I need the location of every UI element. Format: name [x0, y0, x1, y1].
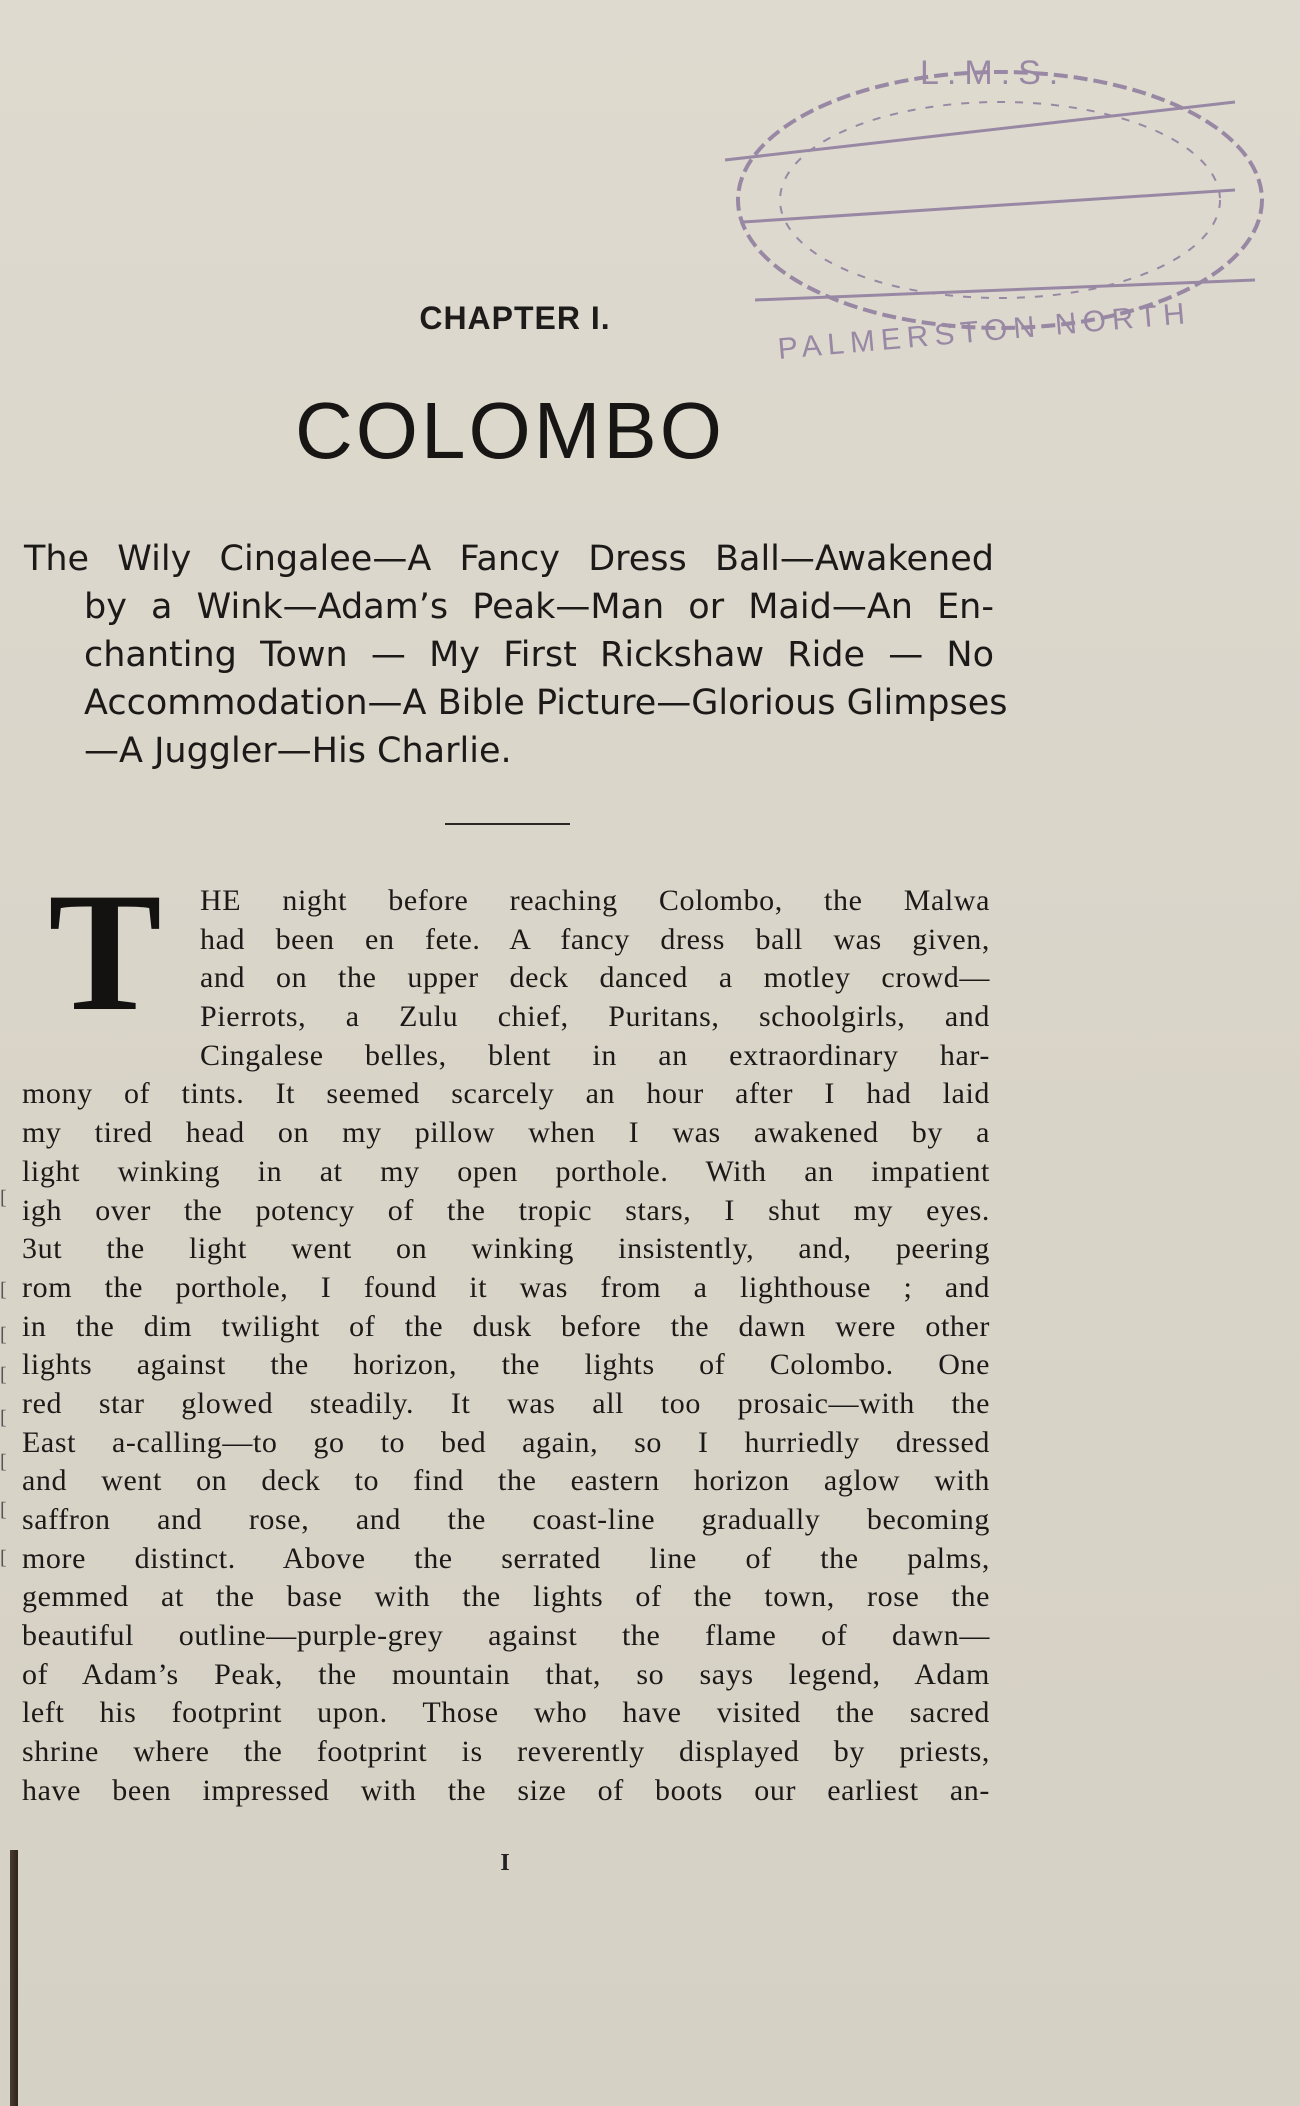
- page-number: I: [500, 1850, 510, 1876]
- body-line: Pierrots, a Zulu chief, Puritans, schoolgirls, and: [200, 1000, 990, 1034]
- drop-cap: T: [48, 858, 162, 1046]
- chapter-synopsis: [24, 535, 1008, 775]
- stamp-text-top: L.M.S.: [920, 54, 1067, 92]
- body-line: red star glowed steadily. It was all too prosaic—with the: [22, 1386, 990, 1420]
- synopsis-line: —A Juggler—His Charlie.: [84, 731, 512, 771]
- body-line: more distinct. Above the serrated line of the palms,: [22, 1541, 990, 1575]
- synopsis-line: Accommodation—A Bible Picture—Glorious Glimpses: [84, 683, 1008, 723]
- library-stamp: [715, 40, 1275, 380]
- margin-mark: [: [0, 1451, 7, 1473]
- body-line: mony of tints. It seemed scarcely an hour after I had laid: [22, 1077, 990, 1111]
- section-divider: [445, 823, 570, 825]
- body-line: HE night before reaching Colombo, the Malwa: [200, 884, 990, 917]
- body-line: have been impressed with the size of boots our earliest an-: [22, 1773, 990, 1807]
- synopsis-line: by a Wink—Adam’s Peak—Man or Maid—An En-: [84, 587, 994, 627]
- body-line: saffron and rose, and the coast-line gradually becoming: [22, 1503, 990, 1536]
- margin-mark: [: [0, 1547, 7, 1569]
- body-line: East a-calling—to go to bed again, so I hurriedly dressed: [22, 1425, 990, 1459]
- body-line: had been en fete. A fancy dress ball was given,: [200, 922, 990, 956]
- body-line: and on the upper deck danced a motley crowd—: [200, 961, 990, 995]
- body-line: and went on deck to find the eastern horizon aglow with: [22, 1464, 990, 1498]
- body-line: gemmed at the base with the lights of the town, rose the: [22, 1580, 990, 1614]
- margin-mark: [: [0, 1324, 7, 1346]
- body-line: left his footprint upon. Those who have visited the sacred: [22, 1696, 990, 1730]
- margin-mark: [: [0, 1407, 7, 1429]
- body-line: in the dim twilight of the dusk before the dawn were other: [22, 1309, 990, 1343]
- body-line: of Adam’s Peak, the mountain that, so says legend, Adam: [22, 1657, 990, 1691]
- page-edge-shadow: [10, 1850, 18, 2106]
- body-line: lights against the horizon, the lights of Colombo. One: [22, 1348, 990, 1382]
- margin-mark: [: [0, 1187, 7, 1209]
- body-line: shrine where the footprint is reverently displayed by priests,: [22, 1735, 990, 1769]
- synopsis-line: chanting Town — My First Rickshaw Ride — No: [84, 635, 994, 675]
- chapter-label: CHAPTER I.: [419, 300, 611, 336]
- margin-mark: [: [0, 1499, 7, 1521]
- margin-mark: [: [0, 1364, 7, 1386]
- body-line: my tired head on my pillow when I was awakened by a: [22, 1116, 990, 1150]
- body-line: light winking in at my open porthole. With an impatient: [22, 1154, 990, 1188]
- chapter-title: COLOMBO: [295, 386, 725, 475]
- body-line: Cingalese belles, blent in an extraordinary har-: [200, 1038, 990, 1072]
- stamp-text-bottom: PALMERSTON NORTH: [776, 296, 1193, 366]
- body-line: 3ut the light went on winking insistently, and, peering: [22, 1232, 990, 1266]
- body-line: igh over the potency of the tropic stars, I shut my eyes.: [22, 1193, 990, 1227]
- body-line: rom the porthole, I found it was from a lighthouse ; and: [22, 1270, 990, 1304]
- body-line: beautiful outline—purple-grey against the flame of dawn—: [22, 1619, 990, 1653]
- synopsis-line: The Wily Cingalee—A Fancy Dress Ball—Awakened: [24, 539, 994, 579]
- body-paragraph: [22, 882, 990, 1811]
- margin-mark: [: [0, 1279, 7, 1301]
